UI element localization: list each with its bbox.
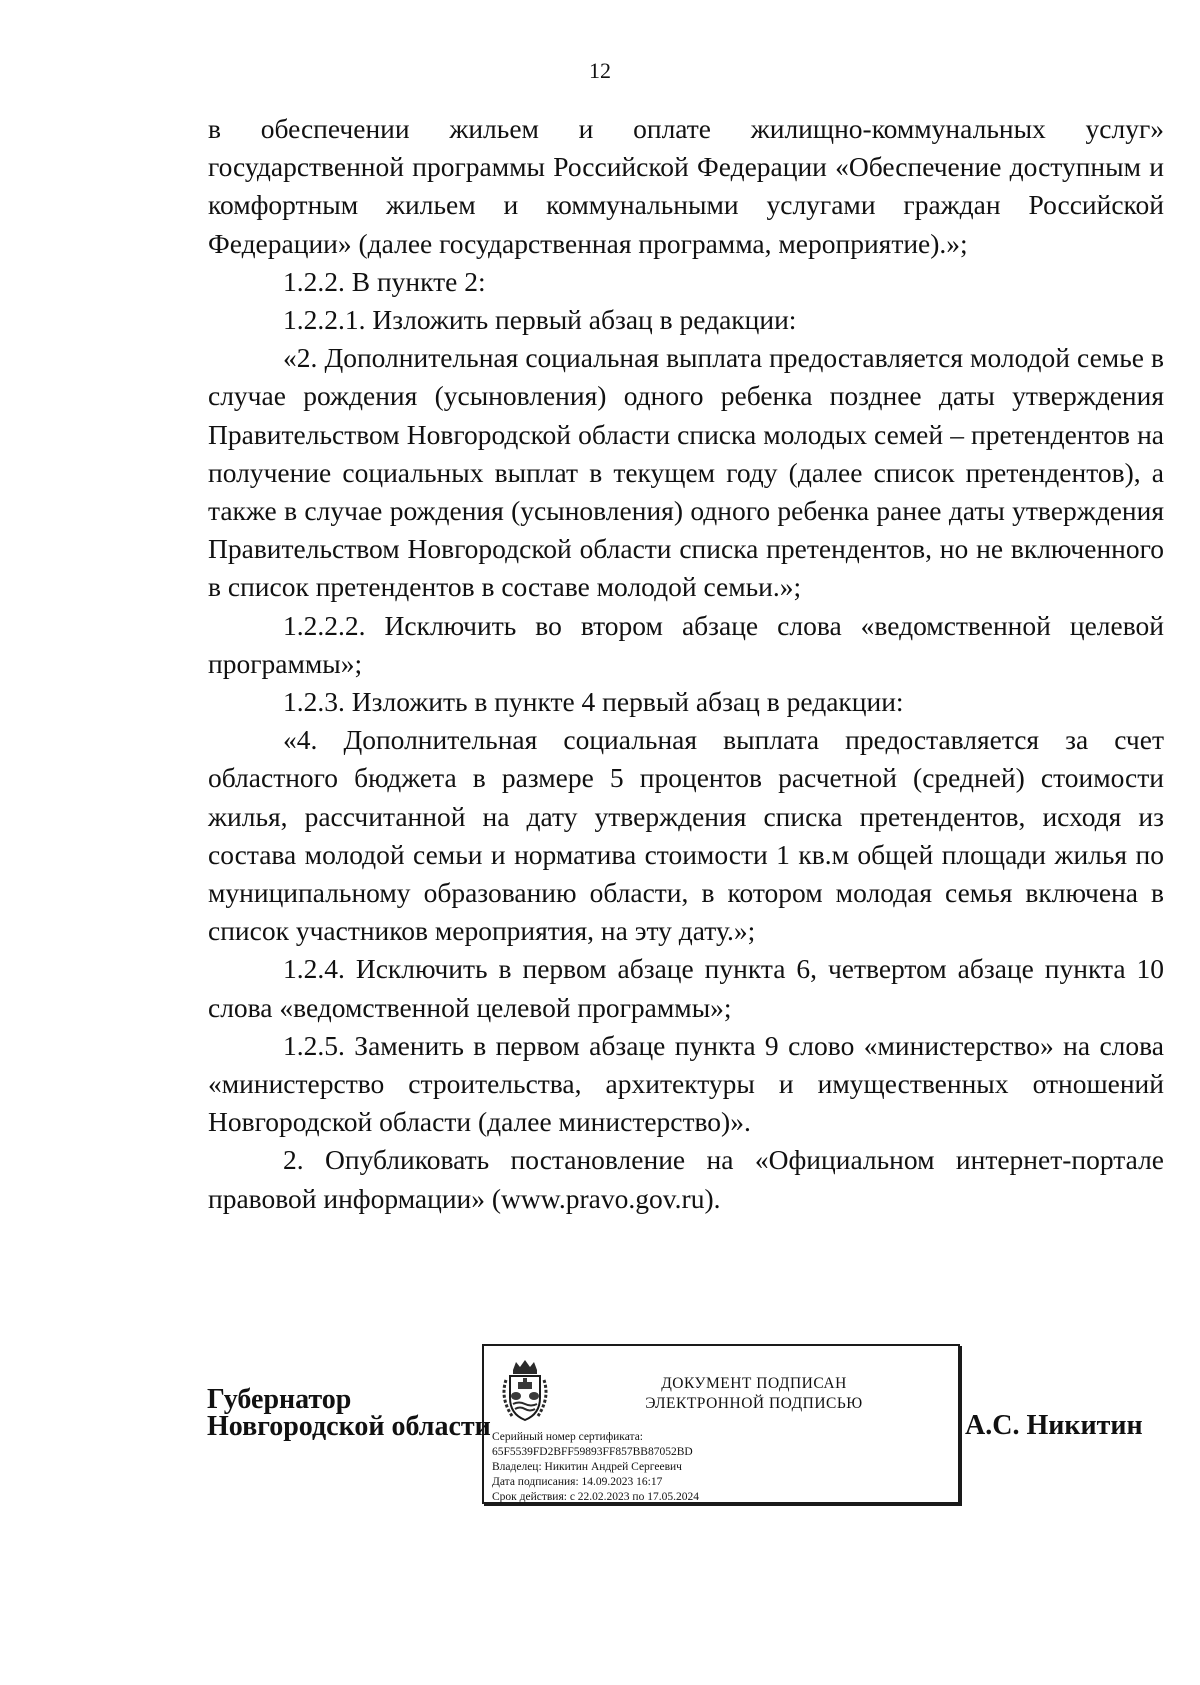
paragraph-2-publish: 2. Опубликовать постановление на «Официальном интернет-портале правовой информации» (www.pravo.gov.ru).: [208, 1144, 1164, 1214]
paragraph-continuation: в обеспечении жильем и оплате жилищно-коммунальных услуг» государственной программы Российской Федерации «Обеспечение доступным и комфортным жильем и коммунальными услугами граждан Российской Федерации» (далее государственная программа, мероприятие).»;: [208, 113, 1164, 259]
signatory-title-line1: Губернатор: [207, 1384, 352, 1415]
stamp-header-line2: ЭЛЕКТРОННОЙ ПОДПИСЬЮ: [645, 1395, 863, 1412]
electronic-signature-stamp: [482, 1344, 960, 1504]
stamp-header-line1: ДОКУМЕНТ ПОДПИСАН: [661, 1375, 847, 1392]
paragraph-1-2-4: 1.2.4. Исключить в первом абзаце пункта 6, четвертом абзаце пункта 10 слова «ведомственной целевой программы»;: [208, 953, 1164, 1023]
stamp-details: [492, 1430, 699, 1505]
paragraph-1-2-2-2: 1.2.2.2. Исключить во втором абзаце слова «ведомственной целевой программы»;: [208, 609, 1164, 679]
paragraph-1-2-5: 1.2.5. Заменить в первом абзаце пункта 9 слово «министерство» на слова «министерство строительства, архитектуры и имущественных отношений Новгородской области (далее министерство)».: [208, 1029, 1164, 1138]
page-number: 12: [589, 58, 611, 83]
stamp-header: [564, 1374, 944, 1414]
paragraph-1-2-3: 1.2.3. Изложить в пункте 4 первый абзац в редакции:: [283, 686, 904, 718]
paragraph-1-2-2: 1.2.2. В пункте 2:: [283, 265, 486, 297]
paragraph-1-2-2-1: 1.2.2.1. Изложить первый абзац в редакции:: [283, 304, 797, 336]
paragraph-quote-2: «2. Дополнительная социальная выплата предоставляется молодой семье в случае рождения (усыновления) одного ребенка позднее даты утверждения Правительством Новгородской области списка молодых семей – претендентов на получение социальных выплат в текущем году (далее список претендентов), а также в случае рождения (усыновления) одного ребенка ранее даты утверждения Правительством Новгородской области списка претендентов, но не включенного в список претендентов в составе молодой семьи.»;: [208, 342, 1164, 603]
stamp-validity: Срок действия: с 22.02.2023 по 17.05.2024: [492, 1491, 699, 1503]
stamp-owner: Владелец: Никитин Андрей Сергеевич: [492, 1461, 682, 1473]
document-body: [208, 110, 1164, 1218]
stamp-serial-number: 65F5539FD2BFF59893FF857BB87052BD: [492, 1446, 693, 1458]
stamp-signed-date: Дата подписания: 14.09.2023 16:17: [492, 1476, 663, 1488]
signatory-title-line2: Новгородской области: [207, 1411, 491, 1442]
stamp-serial-label: Серийный номер сертификата:: [492, 1431, 643, 1443]
paragraph-quote-4: «4. Дополнительная социальная выплата предоставляется за счет областного бюджета в размере 5 процентов расчетной (средней) стоимости жилья, рассчитанной на дату утверждения списка претендентов, исходя из состава молодой семьи и норматива стоимости 1 кв.м общей площади жилья по муниципальному образованию области, в котором молодая семья включена в список участников мероприятия, на эту дату.»;: [208, 724, 1164, 947]
novgorod-coat-of-arms-icon: [496, 1358, 554, 1422]
signatory-title: [207, 1386, 491, 1440]
signatory-name: А.С. Никитин: [965, 1410, 1143, 1441]
